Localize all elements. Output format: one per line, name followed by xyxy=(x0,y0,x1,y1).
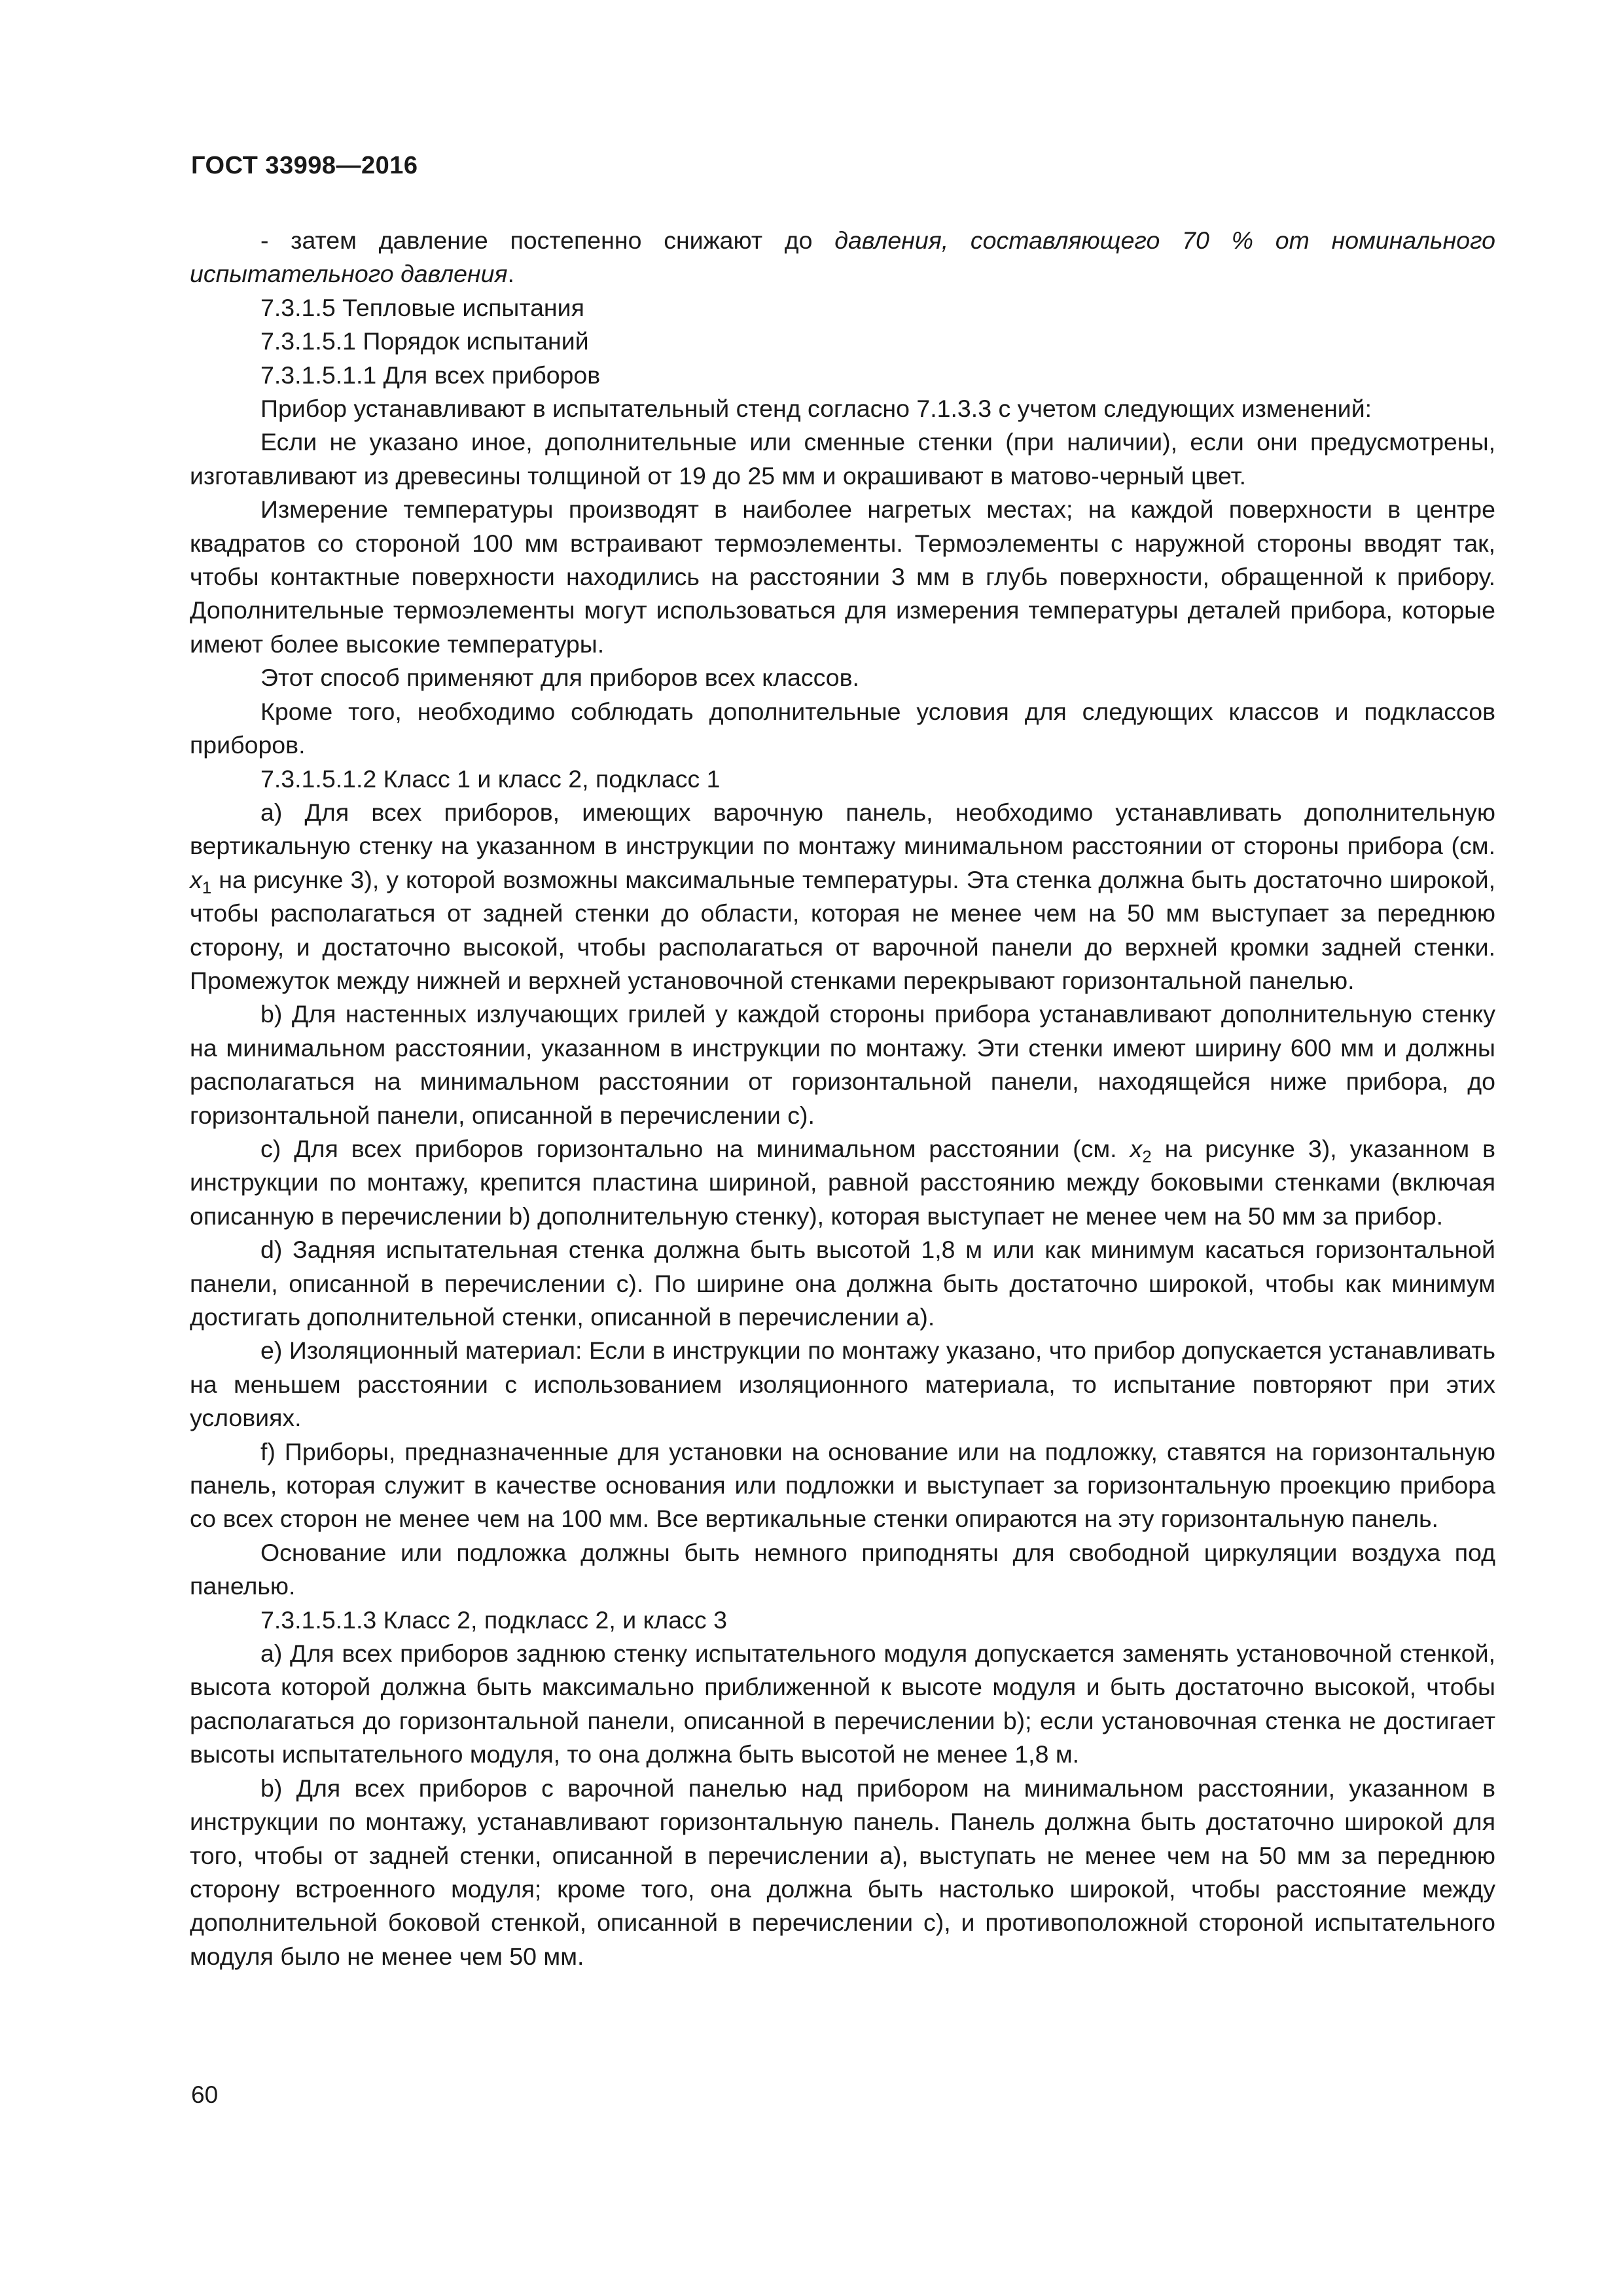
paragraph-italic-text: давления, составляющего 70 % от номинального испытательного давления xyxy=(190,226,1496,288)
paragraph-test-stand: Прибор устанавливают в испытательный стенд согласно 7.1.3.3 с учетом следующих изменений: xyxy=(260,395,1372,423)
paragraph-pressure-reduction xyxy=(190,224,1495,291)
variable-subscript: 2 xyxy=(1142,1146,1152,1166)
paragraph-temperature-measurement: Измерение температуры производят в наиболее нагретых местах; на каждой поверхности в центре квадратов со стороной 100 мм встраивают термоэлементы. Термоэлементы с наружной стороны вводят так, чтобы контактные поверхности находились на расстоянии 3 мм в глубь поверхности, обращенной к прибору. Дополнительные термоэлементы могут использоваться для измерения температуры деталей прибора, которые имеют более высокие температуры. xyxy=(190,495,1495,658)
list-item-text: с) Для всех приборов горизонтально на минимальном расстоянии (см. xyxy=(260,1134,1130,1162)
variable-x: x xyxy=(1130,1134,1143,1162)
page-number: 60 xyxy=(191,2081,219,2108)
section-heading-7-3-1-5: 7.3.1.5 Тепловые испытания xyxy=(260,293,584,321)
section-heading-7-3-1-5-1-1: 7.3.1.5.1.1 Для всех приборов xyxy=(260,361,601,389)
paragraph-base-raised: Основание или подложка должны быть немного приподняты для свободной циркуляции воздуха под панелью. xyxy=(190,1538,1495,1600)
list-item-text: а) Для всех приборов, имеющих варочную панель, необходимо устанавливать дополнительную вертикальную стенку на указанном в инструкции по монтажу минимальном расстоянии от стороны прибора (см. xyxy=(190,798,1495,860)
list-item-e-class1: е) Изоляционный материал: Если в инструкции по монтажу указано, что прибор допускается устанавливать на меньшем расстоянии с использованием изоляционного материала, то испытание повторяют при этих условиях. xyxy=(190,1336,1495,1432)
paragraph-method-scope: Этот способ применяют для приборов всех классов. xyxy=(260,664,859,692)
section-heading-7-3-1-5-1-2: 7.3.1.5.1.2 Класс 1 и класс 2, подкласс 1 xyxy=(260,764,721,793)
list-item-b-class1: b) Для настенных излучающих грилей у каждой стороны прибора устанавливают дополнительную стенку на минимальном расстоянии, указанном в инструкции по монтажу. Эти стенки имеют ширину 600 мм и должны располагаться на минимальном расстоянии от горизонтальной панели, находящейся ниже прибора, до горизонтальной панели, описанной в перечислении с). xyxy=(190,1000,1495,1129)
section-heading-7-3-1-5-1: 7.3.1.5.1 Порядок испытаний xyxy=(260,327,589,355)
document-body xyxy=(190,224,1495,1973)
list-item-d-class1: d) Задняя испытательная стенка должна быть высотой 1,8 м или как минимум касаться горизонтальной панели, описанной в перечислении с). По ширине она должна быть достаточно широкой, чтобы как минимум достигать дополнительной стенки, описанной в перечислении а). xyxy=(190,1236,1495,1331)
document-header: ГОСТ 33998—2016 xyxy=(191,152,418,179)
paragraph-text-end: . xyxy=(507,260,514,288)
variable-x: x xyxy=(190,865,202,893)
paragraph-additional-conditions: Кроме того, необходимо соблюдать дополнительные условия для следующих классов и подклассов приборов. xyxy=(190,697,1495,759)
paragraph-walls: Если не указано иное, дополнительные или сменные стенки (при наличии), если они предусмотрены, изготавливают из древесины толщиной от 19 до 25 мм и окрашивают в матово-черный цвет. xyxy=(190,428,1495,490)
list-item-text-end: на рисунке 3), указанном в инструкции по монтажу, крепится пластина шириной, равной расстоянию между боковыми стенками (включая описанную в перечислении b) дополнительную стенку), которая выступает не менее чем на 50 мм за прибор. xyxy=(190,1134,1495,1230)
section-heading-7-3-1-5-1-3: 7.3.1.5.1.3 Класс 2, подкласс 2, и класс 3 xyxy=(260,1605,727,1634)
list-item-a-class2: а) Для всех приборов заднюю стенку испытательного модуля допускается заменять установочной стенкой, высота которой должна быть максимально приближенной к высоте модуля и быть достаточно высокой, чтобы располагаться до горизонтальной панели, описанной в перечислении b); если установочная стенка не достигает высоты испытательного модуля, то она должна быть высотой не менее 1,8 м. xyxy=(190,1640,1495,1768)
variable-subscript: 1 xyxy=(202,877,212,897)
paragraph-text: - затем давление постепенно снижают до xyxy=(260,226,835,254)
list-item-f-class1: f) Приборы, предназначенные для установки на основание или на подложку, ставятся на горизонтальную панель, которая служит в качестве основания или подложки и выступает за горизонтальную проекцию прибора со всех сторон не менее чем на 100 мм. Все вертикальные стенки опираются на эту горизонтальную панель. xyxy=(190,1437,1495,1533)
list-item-b-class2: b) Для всех приборов с варочной панелью над прибором на минимальном расстоянии, указанном в инструкции по монтажу, устанавливают горизонтальную панель. Панель должна быть достаточно широкой для того, чтобы от задней стенки, описанной в перечислении а), выступать не менее чем на 50 мм за переднюю сторону встроенного модуля; кроме того, она должна быть настолько широкой, чтобы расстояние между дополнительной боковой стенкой, описанной в перечислении с), и противоположной стороной испытательного модуля было не менее чем 50 мм. xyxy=(190,1774,1495,1970)
list-item-text-end: на рисунке 3), у которой возможны максимальные температуры. Эта стенка должна быть достаточно широкой, чтобы располагаться от задней стенки до области, которая не менее чем на 50 мм выступает за переднюю сторону, и достаточно высокой, чтобы располагаться от варочной панели до верхней кромки задней стенки. Промежуток между нижней и верхней установочной стенками перекрывают горизонтальной панелью. xyxy=(190,865,1495,994)
list-item-c-class1 xyxy=(190,1132,1495,1233)
list-item-a-class1 xyxy=(190,796,1495,997)
